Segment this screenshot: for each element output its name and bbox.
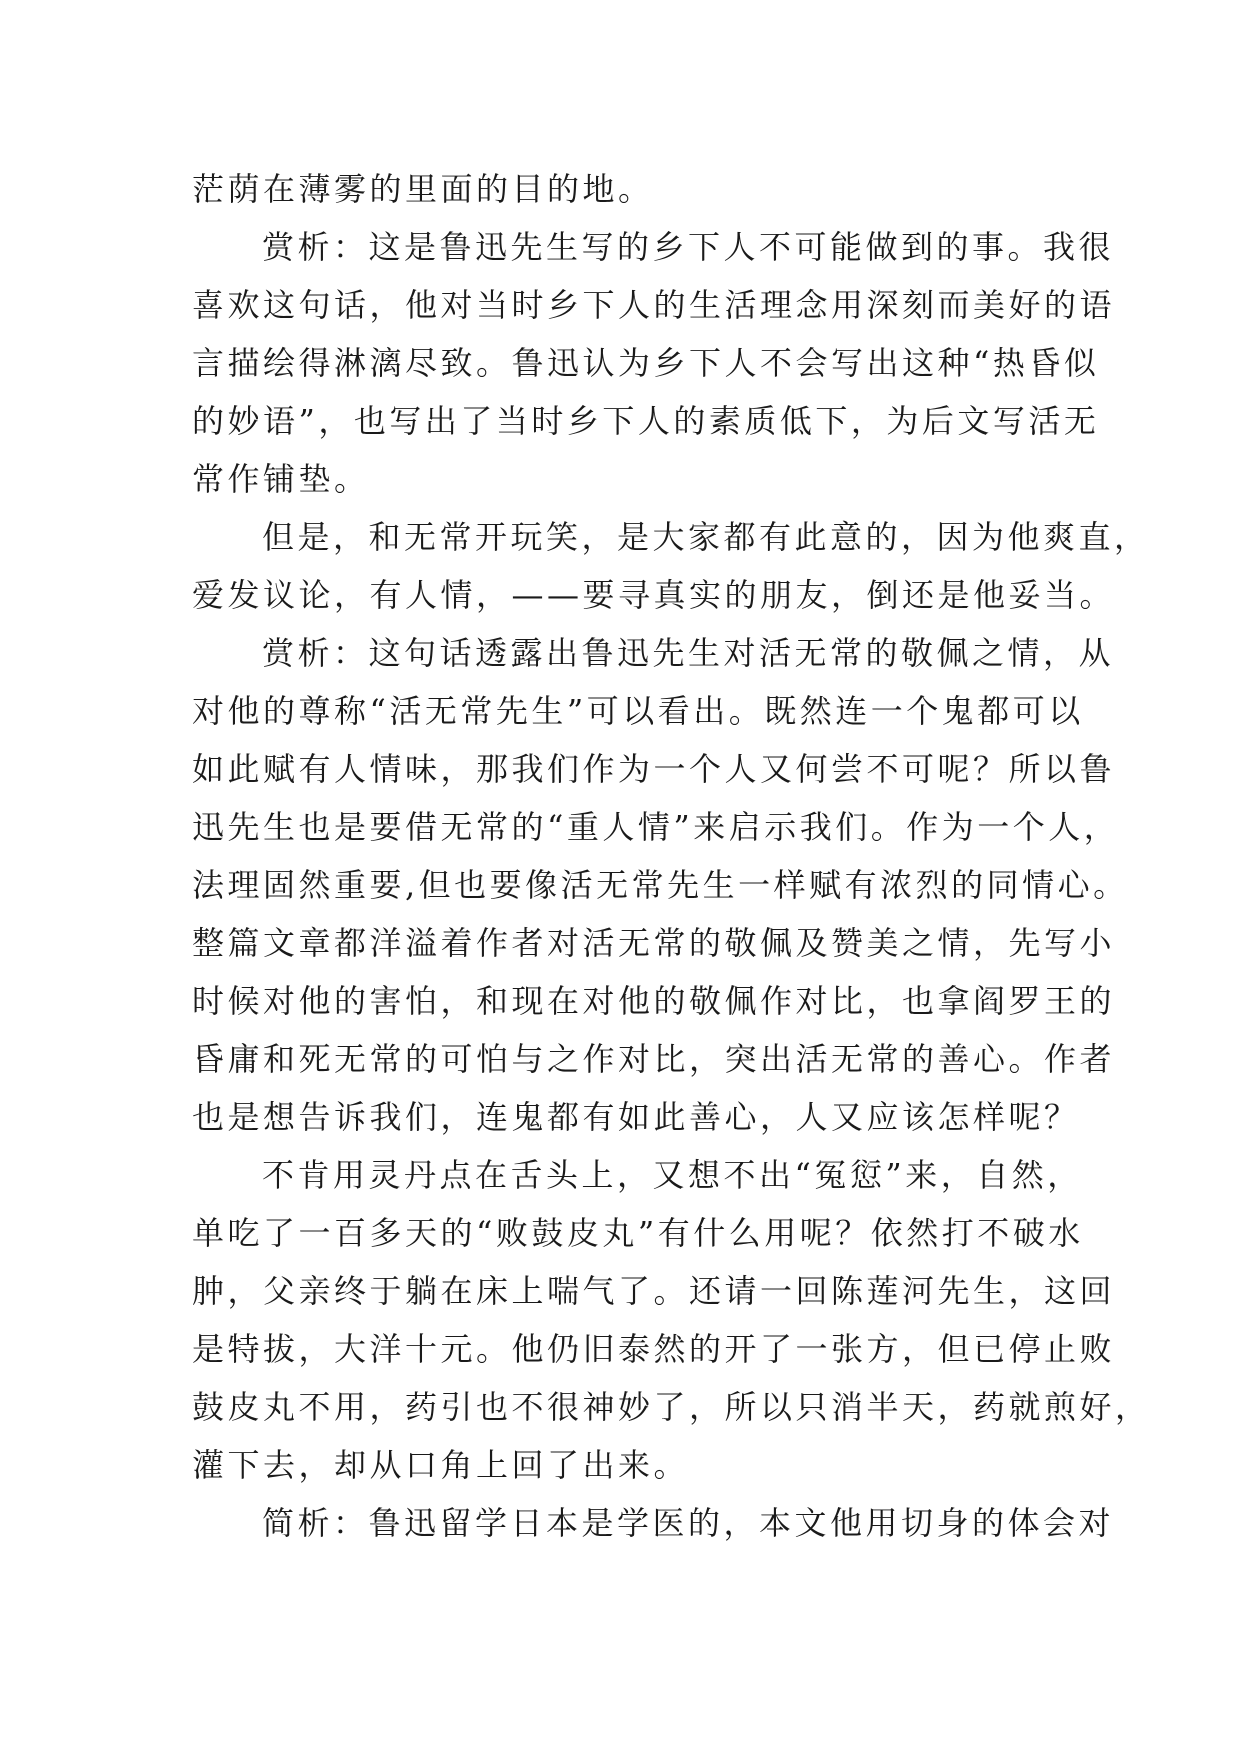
text-line: 迅先生也是要借无常的“重人情”来启示我们。作为一个人， xyxy=(192,808,1120,846)
text-line: 茫荫在薄雾的里面的目的地。 xyxy=(192,170,654,208)
text-line: 肿，父亲终于躺在床上喘气了。还请一回陈莲河先生，这回 xyxy=(192,1272,1116,1310)
text-line: 赏析：这是鲁迅先生写的乡下人不可能做到的事。我很 xyxy=(262,228,1115,266)
text-line: 单吃了一百多天的“败鼓皮丸”有什么用呢？依然打不破水 xyxy=(192,1214,1084,1252)
text-line: 不肯用灵丹点在舌头上，又想不出“冤愆”来，自然， xyxy=(262,1156,1083,1194)
text-line: 灌下去，却从口角上回了出来。 xyxy=(192,1446,690,1484)
text-line: 法理固然重要,但也要像活无常先生一样赋有浓烈的同情心。 xyxy=(192,866,1129,904)
text-line: 也是想告诉我们，连鬼都有如此善心，人又应该怎样呢？ xyxy=(192,1098,1080,1136)
text-line: 简析：鲁迅留学日本是学医的，本文他用切身的体会对 xyxy=(262,1504,1115,1542)
text-line: 昏庸和死无常的可怕与之作对比，突出活无常的善心。作者 xyxy=(192,1040,1116,1078)
text-line: 是特拔，大洋十元。他仍旧泰然的开了一张方，但已停止败 xyxy=(192,1330,1116,1368)
text-line: 赏析：这句话透露出鲁迅先生对活无常的敬佩之情，从 xyxy=(262,634,1115,672)
text-line: 的妙语”，也写出了当时乡下人的素质低下，为后文写活无 xyxy=(192,402,1100,440)
body-text xyxy=(192,160,1151,1552)
text-line: 常作铺垫。 xyxy=(192,460,370,498)
text-line: 整篇文章都洋溢着作者对活无常的敬佩及赞美之情，先写小 xyxy=(192,924,1116,962)
text-line: 鼓皮丸不用，药引也不很神妙了，所以只消半天，药就煎好， xyxy=(192,1388,1151,1426)
text-line: 如此赋有人情味，那我们作为一个人又何尝不可呢？所以鲁 xyxy=(192,750,1116,788)
text-line: 但是，和无常开玩笑，是大家都有此意的，因为他爽直， xyxy=(262,518,1150,556)
text-line: 爱发议论，有人情，——要寻真实的朋友，倒还是他妥当。 xyxy=(192,576,1116,614)
text-line: 言描绘得淋漓尽致。鲁迅认为乡下人不会写出这种“热昏似 xyxy=(192,344,1100,382)
text-line: 时候对他的害怕，和现在对他的敬佩作对比，也拿阎罗王的 xyxy=(192,982,1116,1020)
text-line: 对他的尊称“活无常先生”可以看出。既然连一个鬼都可以 xyxy=(192,692,1084,730)
text-line: 喜欢这句话，他对当时乡下人的生活理念用深刻而美好的语 xyxy=(192,286,1116,324)
